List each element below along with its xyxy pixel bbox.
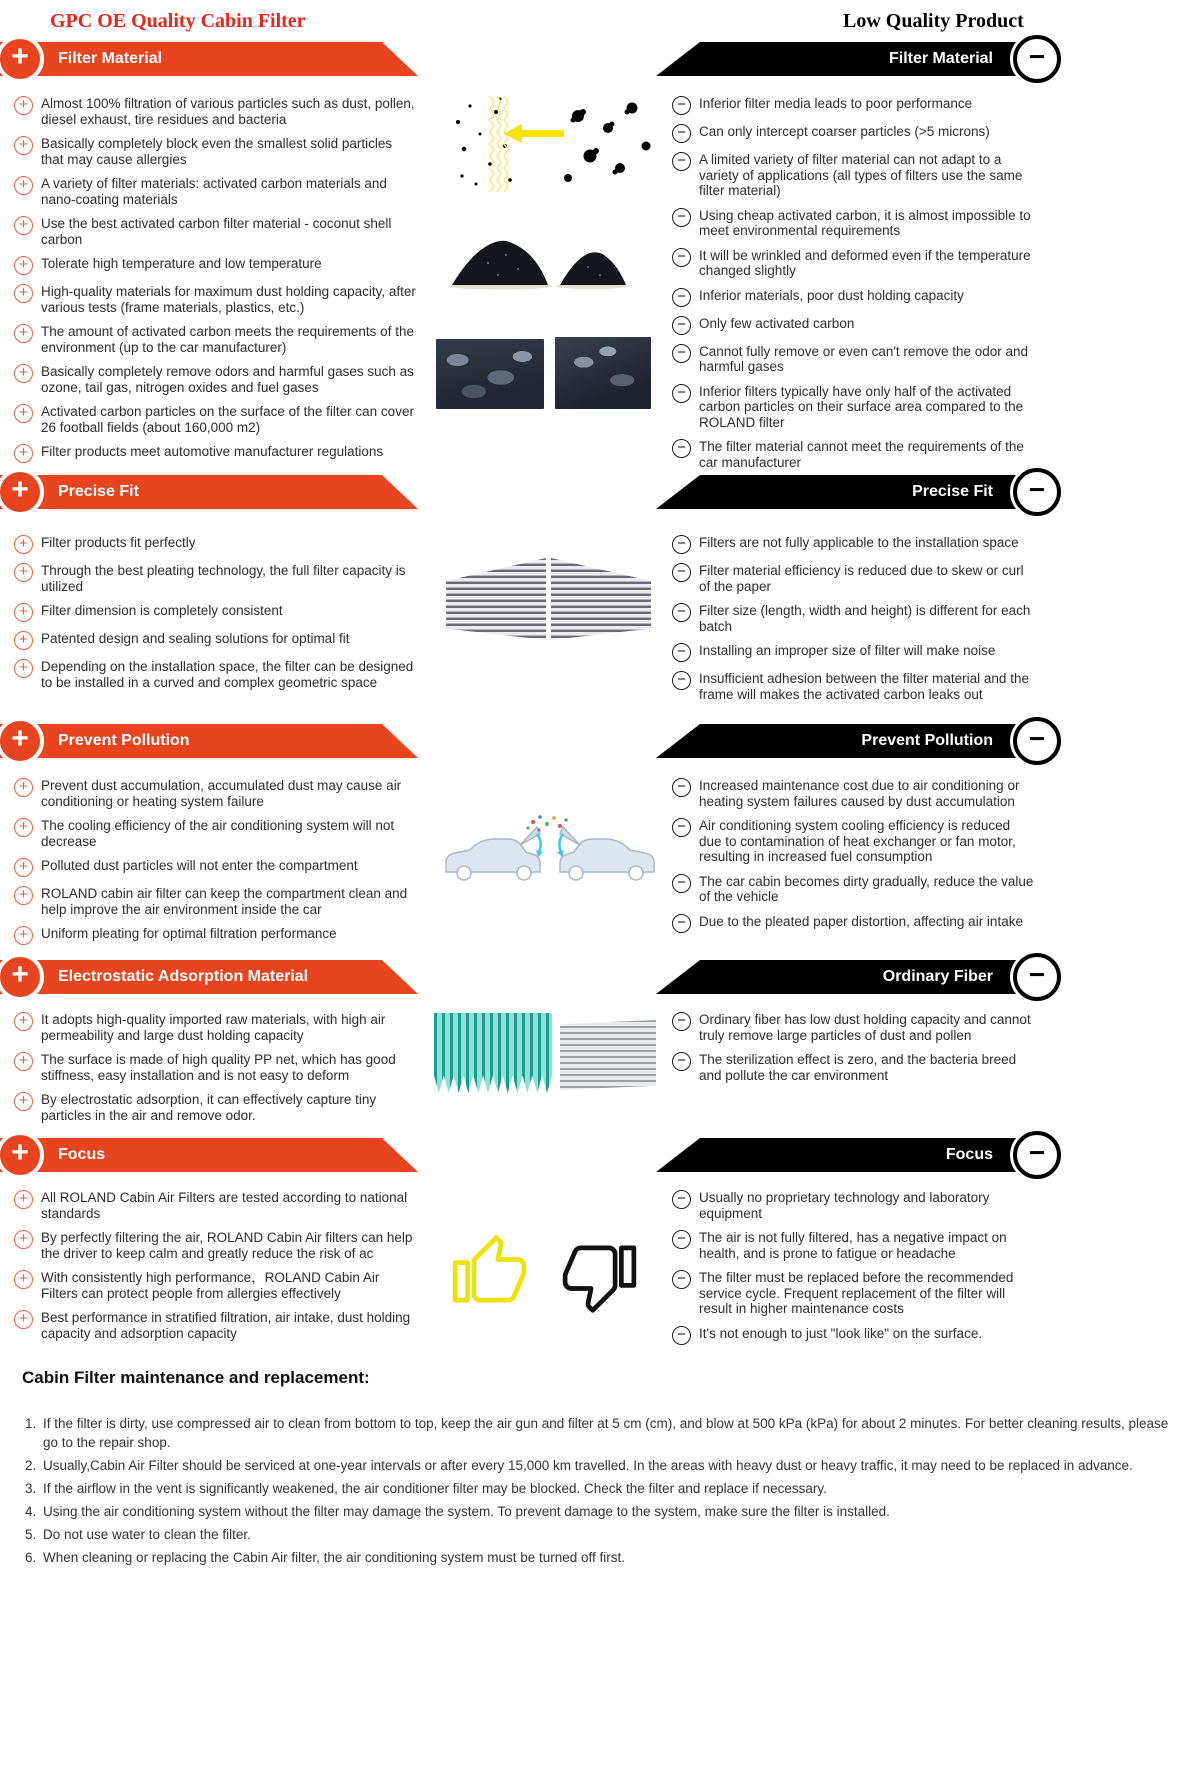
list-item: + Tolerate high temperature and low temperature	[14, 256, 418, 275]
plus-icon: +	[14, 818, 33, 837]
list-item: + Prevent dust accumulation, accumulated dust may cause air conditioning or heating system failure	[14, 778, 418, 809]
minus-icon: −	[672, 96, 691, 115]
cons-list	[660, 535, 1060, 711]
section-precise-fit	[0, 475, 1200, 711]
list-item: − Inferior materials, poor dust holding capacity	[672, 288, 1034, 307]
list-item: − Due to the pleated paper distortion, affecting air intake	[672, 914, 1034, 933]
pros-list	[0, 1012, 418, 1132]
section-focus	[0, 1138, 1200, 1354]
minus-icon: −	[1013, 717, 1061, 765]
list-item: + Filter products meet automotive manufacturer regulations	[14, 444, 418, 463]
yellow-arrow-icon	[504, 124, 564, 143]
teal-pleated-filter	[434, 1013, 552, 1093]
list-item: − Air conditioning system cooling efficiency is reduced due to contamination of heat exchanger or fan motor, resulting in increased fuel consumption	[672, 818, 1034, 865]
section-filter-material	[0, 42, 1200, 479]
carbon-texture-photo	[436, 339, 544, 409]
list-item: + Basically completely block even the smallest solid particles that may cause allergies	[14, 136, 418, 167]
list-item: − The sterilization effect is zero, and the bacteria breed and pollute the car environment	[672, 1052, 1034, 1083]
banner-title: Prevent Pollution	[861, 732, 993, 749]
banner-title: Precise Fit	[912, 483, 993, 500]
plus-icon: +	[14, 1190, 33, 1209]
list-item: + Best performance in stratified filtration, air intake, dust holding capacity and adsorption capacity	[14, 1310, 418, 1341]
quality-product-title: GPC OE Quality Cabin Filter	[50, 10, 306, 32]
banner-focus-con	[656, 1138, 1057, 1172]
minus-icon: −	[672, 288, 691, 307]
list-item: − It will be wrinkled and deformed even if the temperature changed slightly	[672, 248, 1034, 279]
banner-precise-fit-pro	[0, 475, 418, 509]
minus-icon: −	[672, 316, 691, 335]
list-item: Usually,Cabin Air Filter should be serviced at one-year intervals or after every 15,000 km travelled. In the areas with heavy dust or heavy traffic, it may need to be replaced in advance.	[43, 1458, 1133, 1473]
plus-icon: +	[0, 1131, 44, 1179]
minus-icon: −	[672, 563, 691, 582]
minus-icon: −	[1013, 953, 1061, 1001]
list-item: − The filter material cannot meet the requirements of the car manufacturer	[672, 439, 1034, 470]
minus-icon: −	[672, 1230, 691, 1249]
banner-filter-material-pro	[0, 42, 418, 76]
carbon-texture-photo	[555, 337, 651, 409]
banner-row	[0, 42, 1200, 76]
plus-icon: +	[14, 926, 33, 945]
plus-icon: +	[14, 324, 33, 343]
plus-icon: +	[0, 953, 44, 1001]
list-item: If the airflow in the vent is significantly weakened, the air conditioner filter may be blocked. Check the filter and replace if necessary.	[43, 1481, 827, 1496]
minus-icon: −	[672, 914, 691, 933]
pros-list	[0, 778, 418, 954]
list-item: + Almost 100% filtration of various particles such as dust, pollen, diesel exhaust, tire residues and bacteria	[14, 96, 418, 127]
list-item: + The surface is made of high quality PP net, which has good stiffness, easy installation and is not easy to deform	[14, 1052, 418, 1083]
list-item: Using the air conditioning system without the filter may damage the system. To prevent damage to the system, make sure the filter is installed.	[43, 1504, 890, 1519]
banner-title: Filter Material	[888, 50, 993, 67]
list-item: − Inferior filter media leads to poor performance	[672, 96, 1034, 115]
list-item: − It's not enough to just "look like" on the surface.	[672, 1326, 1034, 1345]
list-item: + A variety of filter materials: activated carbon materials and nano-coating materials	[14, 176, 418, 207]
cons-list	[660, 1190, 1060, 1354]
list-item: Do not use water to clean the filter.	[43, 1527, 251, 1542]
pros-list	[0, 535, 418, 711]
list-item: + Basically completely remove odors and harmful gases such as ozone, tail gas, nitrogen oxides and fuel gases	[14, 364, 418, 395]
list-item: − Only few activated carbon	[672, 316, 1034, 335]
plus-icon: +	[14, 216, 33, 235]
list-item: − Usually no proprietary technology and laboratory equipment	[672, 1190, 1034, 1221]
plus-icon: +	[14, 1092, 33, 1111]
plus-icon: +	[14, 1052, 33, 1071]
list-item: + With consistently high performance，ROLAND Cabin Air Filters can protect people from allergies effectively	[14, 1270, 418, 1301]
banner-precise-fit-con	[656, 475, 1057, 509]
minus-icon: −	[672, 248, 691, 267]
plus-icon: +	[14, 1230, 33, 1249]
list-item: − The car cabin becomes dirty gradually, reduce the value of the vehicle	[672, 874, 1034, 905]
plus-icon: +	[14, 1310, 33, 1329]
minus-icon: −	[672, 874, 691, 893]
minus-icon: −	[672, 384, 691, 403]
plus-icon: +	[14, 659, 33, 678]
list-item: − Inferior filters typically have only half of the activated carbon particles on their surface area compared to the ROLAND filter	[672, 384, 1034, 431]
minus-icon: −	[672, 1326, 691, 1345]
list-item: + Depending on the installation space, the filter can be designed to be installed in a curved and complex geometric space	[14, 659, 418, 690]
list-item: − Filter material efficiency is reduced due to skew or curl of the paper	[672, 563, 1034, 594]
banner-title: Electrostatic Adsorption Material	[58, 968, 309, 985]
list-item: + Filter products fit perfectly	[14, 535, 418, 554]
list-item: + Polluted dust particles will not enter the compartment	[14, 858, 418, 877]
plus-icon: +	[0, 468, 44, 516]
plus-icon: +	[14, 136, 33, 155]
minus-icon: −	[672, 1190, 691, 1209]
plus-icon: +	[14, 886, 33, 905]
list-item: − Can only intercept coarser particles (>5 microns)	[672, 124, 1034, 143]
list-item: + By perfectly filtering the air, ROLAND Cabin Air filters can help the driver to keep calm and greatly reduce the risk of ac	[14, 1230, 418, 1261]
list-item: + The cooling efficiency of the air conditioning system will not decrease	[14, 818, 418, 849]
banner-row	[0, 724, 1200, 758]
banner-prevent-pollution-pro	[0, 724, 418, 758]
thumbs-up-icon	[452, 1226, 527, 1318]
ordinary-fiber-filter-photo	[560, 1020, 656, 1090]
list-item: − Increased maintenance cost due to air conditioning or heating system failures caused by dust accumulation	[672, 778, 1034, 809]
list-item: When cleaning or replacing the Cabin Air filter, the air conditioning system must be turned off first.	[43, 1550, 626, 1565]
list-item: − The air is not fully filtered, has a negative impact on health, and is prone to fatigue or headache	[672, 1230, 1034, 1261]
list-item: − Cannot fully remove or even can't remove the odor and harmful gases	[672, 344, 1034, 375]
banner-ordinary-fiber-con	[656, 960, 1057, 994]
minus-icon: −	[1013, 468, 1061, 516]
minus-icon: −	[1013, 1131, 1061, 1179]
plus-icon: +	[14, 603, 33, 622]
banner-prevent-pollution-con	[656, 724, 1057, 758]
banner-title: Focus	[58, 1146, 106, 1163]
list-item: + High-quality materials for maximum dust holding capacity, after various tests (frame materials, plastics, etc.)	[14, 284, 418, 315]
pros-list	[0, 96, 418, 479]
banner-filter-material-con	[656, 42, 1057, 76]
thumbs-down-icon	[562, 1230, 637, 1322]
electrostatic-filter-photo	[434, 1013, 552, 1093]
minus-icon: −	[672, 1270, 691, 1289]
banner-focus-pro	[0, 1138, 418, 1172]
banner-title: Ordinary Fiber	[882, 968, 993, 985]
banner-row	[0, 960, 1200, 994]
plus-icon: +	[14, 256, 33, 275]
maintenance-list	[0, 1414, 1180, 1567]
maintenance-title: Cabin Filter maintenance and replacement:	[22, 1368, 370, 1387]
minus-icon: −	[672, 439, 691, 458]
minus-icon: −	[672, 152, 691, 171]
banner-title: Prevent Pollution	[58, 732, 190, 749]
pleated-filter-half	[551, 558, 651, 640]
list-item: − Filters are not fully applicable to the installation space	[672, 535, 1034, 554]
list-item: − The filter must be replaced before the recommended service cycle. Frequent replacement of the filter will result in higher maintenance costs	[672, 1270, 1034, 1317]
minus-icon: −	[672, 671, 691, 690]
plus-icon: +	[14, 535, 33, 554]
cons-list	[660, 96, 1060, 479]
plus-icon: +	[0, 35, 44, 83]
section-prevent-pollution	[0, 724, 1200, 954]
plus-icon: +	[14, 404, 33, 423]
minus-icon: −	[672, 603, 691, 622]
cons-list	[660, 1012, 1060, 1132]
minus-icon: −	[672, 818, 691, 837]
list-item: + By electrostatic adsorption, it can effectively capture tiny particles in the air and remove odor.	[14, 1092, 418, 1123]
list-item: − Insufficient adhesion between the filter material and the frame will makes the activated carbon leaks out	[672, 671, 1034, 702]
minus-icon: −	[672, 124, 691, 143]
plus-icon: +	[14, 1270, 33, 1289]
plus-icon: +	[14, 1012, 33, 1031]
banner-title: Precise Fit	[58, 483, 139, 500]
plus-icon: +	[14, 563, 33, 582]
plus-icon: +	[14, 858, 33, 877]
list-item: − Filter size (length, width and height) is different for each batch	[672, 603, 1034, 634]
list-item: + ROLAND cabin air filter can keep the compartment clean and help improve the air environment inside the car	[14, 886, 418, 917]
activated-carbon-piles-graphic	[448, 227, 633, 292]
pleated-filter-photo	[446, 558, 651, 640]
dust-particles-graphic	[450, 94, 655, 194]
list-item: + Patented design and sealing solutions for optimal fit	[14, 631, 418, 650]
plus-icon: +	[14, 176, 33, 195]
list-item: If the filter is dirty, use compressed air to clean from bottom to top, keep the air gun and filter at 5 cm (cm), and blow at 500 kPa (kPa) for about 2 minutes. For better cleaning results, please go to the repair shop.	[43, 1416, 1169, 1450]
list-item: + Uniform pleating for optimal filtration performance	[14, 926, 418, 945]
list-item: − Using cheap activated carbon, it is almost impossible to meet environmental requirements	[672, 208, 1034, 239]
list-item: − Ordinary fiber has low dust holding capacity and cannot truly remove large particles of dust and pollen	[672, 1012, 1034, 1043]
minus-icon: −	[672, 344, 691, 363]
banner-row	[0, 1138, 1200, 1172]
minus-icon: −	[1013, 35, 1061, 83]
minus-icon: −	[672, 643, 691, 662]
plus-icon: +	[14, 96, 33, 115]
plus-icon: +	[0, 717, 44, 765]
banner-title: Focus	[945, 1146, 993, 1163]
maintenance-section	[0, 1368, 1180, 1571]
engine-bay-cars-graphic	[440, 812, 660, 897]
banner-title: Filter Material	[58, 50, 163, 67]
list-item: − A limited variety of filter material can not adapt to a variety of applications (all types of filters use the same filter material)	[672, 152, 1034, 199]
banner-electrostatic-pro	[0, 960, 418, 994]
plus-icon: +	[14, 284, 33, 303]
section-electrostatic-material	[0, 960, 1200, 1132]
pleated-filter-half	[446, 558, 546, 640]
list-item: + Through the best pleating technology, the full filter capacity is utilized	[14, 563, 418, 594]
carbon-texture-photos	[436, 337, 654, 411]
minus-icon: −	[672, 1012, 691, 1031]
plus-icon: +	[14, 364, 33, 383]
plus-icon: +	[14, 631, 33, 650]
list-item: + Filter dimension is completely consistent	[14, 603, 418, 622]
list-item: + The amount of activated carbon meets the requirements of the environment (up to the car manufacturer)	[14, 324, 418, 355]
plus-icon: +	[14, 444, 33, 463]
list-item: + All ROLAND Cabin Air Filters are tested according to national standards	[14, 1190, 418, 1221]
gray-pleated-filter	[560, 1020, 656, 1090]
list-item: + Activated carbon particles on the surface of the filter can cover 26 football fields (about 160,000 m2)	[14, 404, 418, 435]
list-item: + Use the best activated carbon filter material - coconut shell carbon	[14, 216, 418, 247]
banner-row	[0, 475, 1200, 509]
plus-icon: +	[14, 778, 33, 797]
minus-icon: −	[672, 1052, 691, 1071]
pros-list	[0, 1190, 418, 1354]
minus-icon: −	[672, 208, 691, 227]
cons-list	[660, 778, 1060, 954]
minus-icon: −	[672, 778, 691, 797]
low-quality-product-title: Low Quality Product	[843, 10, 1024, 32]
minus-icon: −	[672, 535, 691, 554]
list-item: − Installing an improper size of filter will make noise	[672, 643, 1034, 662]
list-item: + It adopts high-quality imported raw materials, with high air permeability and large dust holding capacity	[14, 1012, 418, 1043]
